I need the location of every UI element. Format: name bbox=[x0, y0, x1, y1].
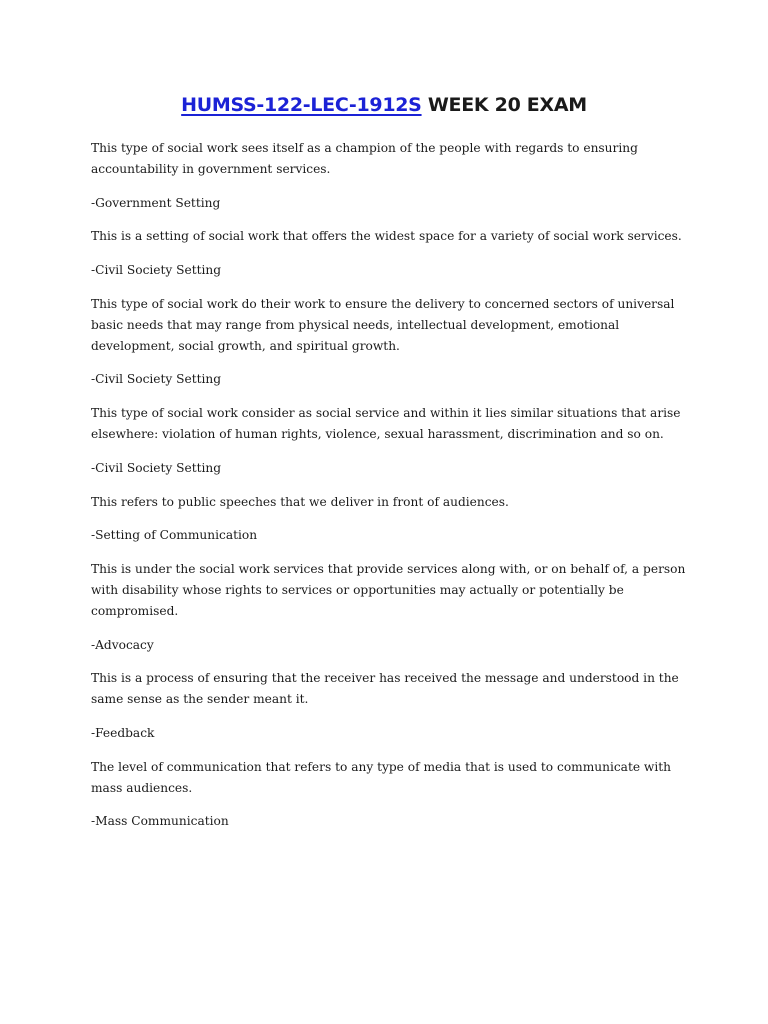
answer-text-7: -Feedback bbox=[91, 725, 155, 740]
answer-text-6: -Advocacy bbox=[91, 637, 154, 652]
question-text-8: The level of communication that refers to any type of media that is used to communicate with mass audiences. bbox=[91, 759, 672, 795]
page-title bbox=[0, 94, 768, 116]
course-code-link[interactable]: HUMSS-122-LEC-1912S bbox=[181, 94, 422, 116]
answer-text-2: -Civil Society Setting bbox=[91, 263, 222, 278]
question-text-6: This is under the social work services that provide services along with, or on behalf of, a person with disability whose rights to services or opportunities may actually or potentially be compromised. bbox=[91, 562, 686, 618]
question-text-7: This is a process of ensuring that the receiver has received the message and understood in the same sense as the sender meant it. bbox=[91, 671, 679, 707]
question-text-1: This type of social work sees itself as a champion of the people with regards to ensuring accountability in government services. bbox=[91, 141, 638, 176]
question-text-4: This type of social work consider as social service and within it lies similar situations that arise elsewhere: violation of human rights, violence, sexual harassment, discrimination and so on. bbox=[91, 406, 681, 441]
answer-text-3: -Civil Society Setting bbox=[91, 372, 222, 387]
answer-text-8: -Mass Communication bbox=[91, 814, 229, 829]
question-text-2: This is a setting of social work that offers the widest space for a variety of social work services. bbox=[91, 229, 682, 244]
question-text-3: This type of social work do their work to ensure the delivery to concerned sectors of universal basic needs that may range from physical needs, intellectual development, emotional development, social growth, and spiritual growth. bbox=[91, 296, 675, 353]
exam-content bbox=[91, 138, 691, 845]
exam-label: WEEK 20 EXAM bbox=[427, 94, 587, 116]
answer-text-4: -Civil Society Setting bbox=[91, 460, 222, 475]
question-text-5: This refers to public speeches that we deliver in front of audiences. bbox=[91, 494, 509, 509]
answer-text-1: -Government Setting bbox=[91, 195, 221, 210]
answer-text-5: -Setting of Communication bbox=[91, 528, 258, 543]
